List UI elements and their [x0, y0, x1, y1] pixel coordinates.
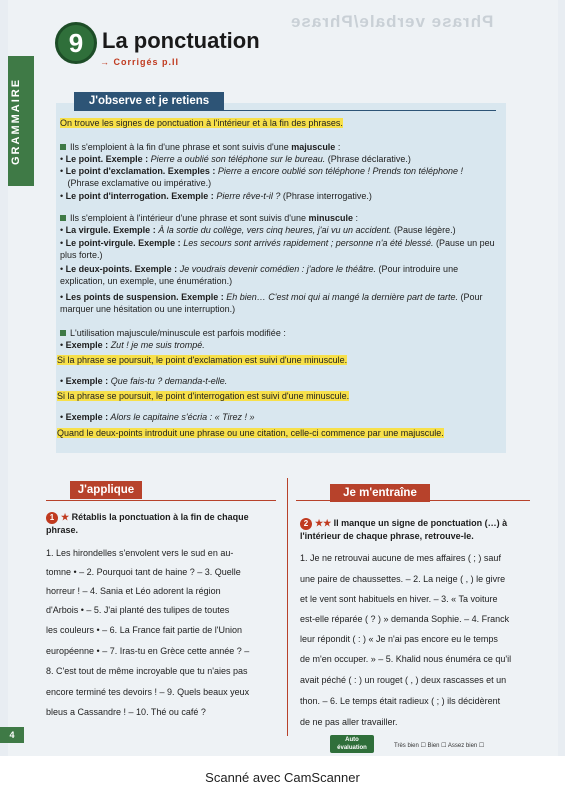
square-bullet-icon — [60, 330, 66, 336]
exercise-line: et le vent sont habituels en hiver. – 3. « Ta voiture — [300, 594, 498, 604]
list-item: • La virgule. Exemple : À la sortie du collège, vers cinq heures, j'ai vu un accident. (Pause légère.) — [60, 225, 456, 235]
square-bullet-icon — [60, 215, 66, 221]
exercise-1-instruction: 1 ★ Rétablis la ponctuation à la fin de chaque phrase. — [46, 512, 249, 535]
scanner-watermark: Scanné avec CamScanner — [205, 770, 360, 785]
exercise-line: de m'en occuper. » – 5. Khalid nous énuméra ce qu'il — [300, 654, 512, 664]
corriges-link: → Corrigés p.II — [100, 57, 180, 67]
difficulty-stars: ★ — [61, 512, 70, 522]
minuscule-lead: Ils s'emploient à l'intérieur d'une phrase et sont suivis d'une minuscule : — [60, 212, 500, 224]
exercise-line: avait péché ( : ) un rouget ( , ) deux rascasses et un — [300, 675, 507, 685]
usage-lead: L'utilisation majuscule/minuscule est parfois modifiée : — [60, 327, 500, 339]
usage-example-3: • Exemple : Alors le capitaine s'écria : « Tirez ! » — [60, 412, 255, 422]
applique-rule — [46, 500, 276, 501]
exercise-line: les couleurs • – 6. La France fait partie de l'Union — [46, 625, 242, 635]
exercise-line: européenne • – 7. Iras-tu en Grèce cette année ? – — [46, 646, 250, 656]
square-bullet-icon — [60, 144, 66, 150]
exercise-number-badge: 2 — [300, 518, 312, 530]
exercise-line: horreur ! – 4. Sania et Léo adorent la région — [46, 586, 221, 596]
exercise-2-instruction: 2 ★★ Il manque un signe de ponctuation (…) à l'intérieur de chaque phrase, retrouve-le. — [300, 518, 508, 541]
exercise-line: est-elle réparée ( ? ) » demanda Sophie. – 4. Franck — [300, 614, 510, 624]
usage-example-2: • Exemple : Que fais-tu ? demanda-t-elle. — [60, 376, 228, 386]
list-item: • Le point-virgule. Exemple : Les secours sont arrivés rapidement ; personne n'a été blessé. (Pause un peu plus forte.) — [60, 238, 495, 260]
chapter-number: 9 — [55, 22, 97, 64]
entraine-tab: Je m'entraîne — [330, 484, 430, 502]
exercise-line: 1. Je ne retrouvai aucune de mes affaires ( ; ) sauf — [300, 553, 501, 563]
bleed-through-text: Phrase verbale/Phrase — [290, 12, 494, 31]
list-item: • Le point. Exemple : Pierre a oublié son téléphone sur le bureau. (Phrase déclarative.) — [60, 154, 411, 164]
exercise-line: d'Arbois • – 5. J'ai planté des tulipes de toutes — [46, 605, 230, 615]
exercise-line: 8. C'est tout de même incroyable que tu n'aies pas — [46, 666, 248, 676]
usage-rule-1: Si la phrase se poursuit, le point d'exclamation est suivi d'une minuscule. — [57, 355, 348, 365]
exercise-line: leur répondit ( : ) « Je n'ai pas encore eu le temps — [300, 634, 498, 644]
exercise-line: encore terminé tes devoirs ! – 9. Quels beaux yeux — [46, 687, 250, 697]
difficulty-stars: ★★ — [315, 518, 332, 528]
observe-intro: On trouve les signes de ponctuation à l'intérieur et à la fin des phrases. — [60, 118, 343, 128]
page-number: 4 — [0, 727, 24, 743]
exercise-line: de ne pas aller travailler. — [300, 717, 398, 727]
auto-evaluation-badge: Auto évaluation — [330, 735, 374, 753]
sidebar-label: GRAMMAIRE — [10, 77, 22, 165]
observe-tab: J'observe et je retiens — [74, 92, 224, 111]
exercise-line: tomne • – 2. Pourquoi tant de haine ? – 3. Quelle — [46, 567, 241, 577]
list-item: • Le point d'exclamation. Exemples : Pierre a encore oublié son téléphone ! Prends ton téléphone ! (Phrase exclamative ou impérative.) — [60, 166, 464, 188]
exercise-line: une paire de chaussettes. – 2. La neige ( , ) le givre — [300, 574, 506, 584]
usage-example-1: • Exemple : Zut ! je me suis trompé. — [60, 340, 205, 350]
majuscule-lead: Ils s'emploient à la fin d'une phrase et sont suivis d'une majuscule : — [60, 141, 500, 153]
list-item: • Les points de suspension. Exemple : Eh bien… C'est moi qui ai mangé la dernière part de tarte. (Pour marquer une hésitation ou une interruption.) — [60, 292, 483, 314]
auto-evaluation-checkboxes: Très bien ☐ Bien ☐ Assez bien ☐ — [394, 743, 485, 749]
list-item: • Le deux-points. Exemple : Je voudrais devenir comédien : j'adore le théâtre. (Pour introduire une explication, un exemple, une énumération.) — [60, 264, 459, 286]
exercise-line: bleus a Cassandre ! – 10. Thé ou café ? — [46, 707, 206, 717]
column-divider — [287, 478, 288, 736]
exercise-line: thon. – 6. Le temps était radieux ( ; ) ils décidèrent — [300, 696, 501, 706]
exercise-line: 1. Les hirondelles s'envolent vers le sud en au- — [46, 548, 234, 558]
exercise-number-badge: 1 — [46, 512, 58, 524]
list-item: • Le point d'interrogation. Exemple : Pierre rêve-t-il ? (Phrase interrogative.) — [60, 191, 372, 201]
chapter-title: La ponctuation — [102, 28, 260, 53]
applique-tab: J'applique — [70, 481, 142, 499]
usage-rule-2: Si la phrase se poursuit, le point d'interrogation est suivi d'une minuscule. — [57, 391, 350, 401]
usage-rule-3: Quand le deux-points introduit une phrase ou une citation, celle-ci commence par une majuscule. — [57, 428, 444, 438]
